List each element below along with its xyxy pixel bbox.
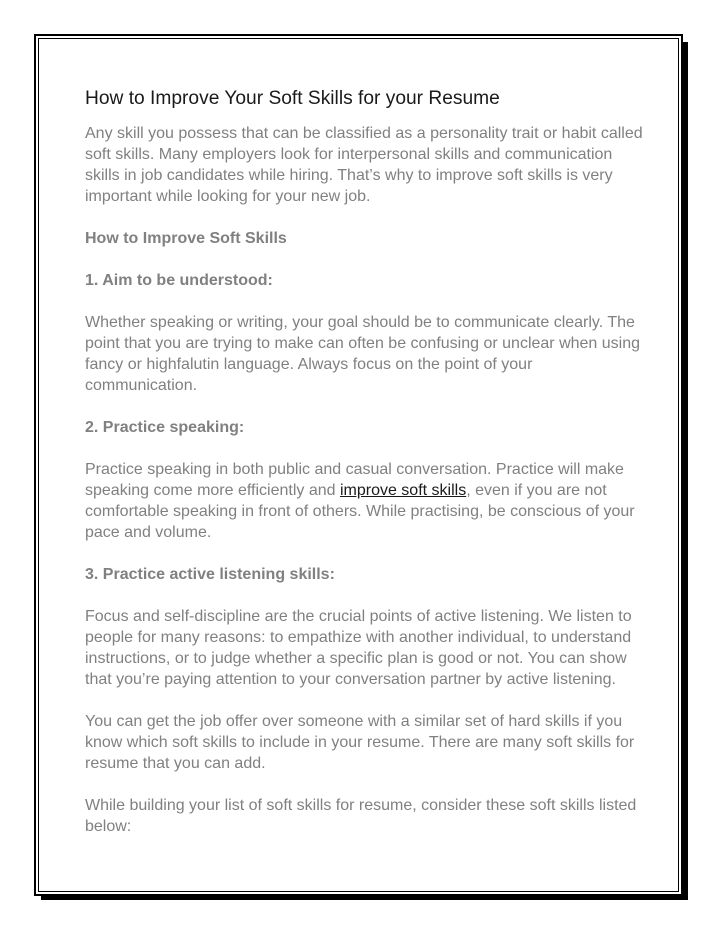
improve-soft-skills-link[interactable]: improve soft skills: [339, 482, 467, 499]
intro-paragraph: Any skill you possess that can be classified as a personality trait or habit called soft skills. Many employers look for interpersonal skills and communication skills in job candidates while hiring. That’s why to improve soft skills is very important while looking for your new job.: [85, 125, 643, 205]
closing-paragraph-2: While building your list of soft skills for resume, consider these soft skills listed below:: [85, 797, 637, 835]
item-3-heading: 3. Practice active listening skills:: [85, 566, 335, 583]
document-title: How to Improve Your Soft Skills for your Resume: [85, 88, 500, 109]
item-1-text: Whether speaking or writing, your goal should be to communicate clearly. The point that you are trying to make can often be confusing or unclear when using fancy or highfalutin language. Always focus on the point of your communication.: [85, 314, 641, 394]
item-2-text-before: Practice speaking in both public and casual conversation. Practice will make speaking come more efficiently and: [85, 461, 624, 499]
section-heading: How to Improve Soft Skills: [85, 230, 287, 247]
item-2-text-after: , even if you are not comfortable speaking in front of others. While practising, be conscious of your pace and volume.: [85, 482, 635, 541]
document-body: [85, 87, 645, 837]
item-1-heading: 1. Aim to be understood:: [85, 272, 273, 289]
item-3-text: Focus and self-discipline are the crucial points of active listening. We listen to people for many reasons: to empathize with another individual, to understand instructions, or to judge whether a specific plan is good or not. You can show that you’re paying attention to your conversation partner by active listening.: [85, 608, 632, 688]
closing-paragraph-1: You can get the job offer over someone with a similar set of hard skills if you know which soft skills to include in your resume. There are many soft skills for resume that you can add.: [85, 713, 635, 772]
item-2-text: [85, 459, 645, 543]
item-2-heading: 2. Practice speaking:: [85, 419, 245, 436]
